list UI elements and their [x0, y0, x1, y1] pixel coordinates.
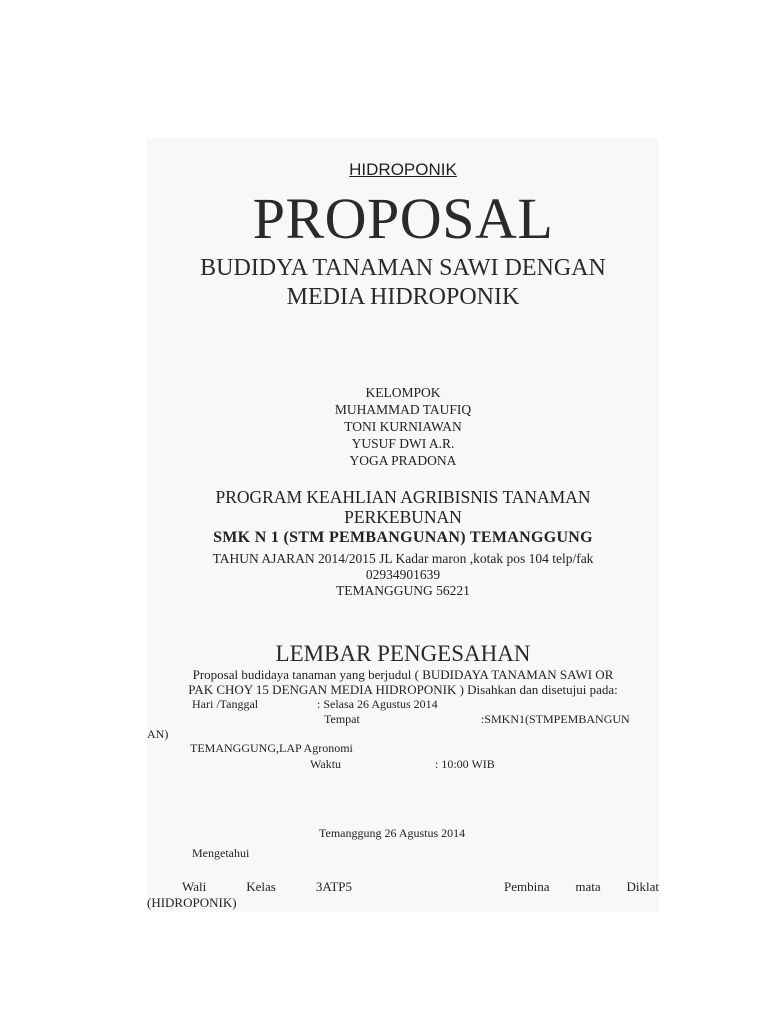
- advisor-word: mata: [575, 879, 601, 894]
- subtitle-line-2: MEDIA HIDROPONIK: [286, 284, 520, 310]
- place-value: :SMKN1(STMPEMBANGUN: [481, 712, 630, 726]
- approval-title: LEMBAR PENGESAHAN: [275, 641, 531, 666]
- advisor-label: [504, 879, 659, 895]
- advisor-word: Pembina: [504, 879, 550, 894]
- homeroom-teacher-label: [182, 879, 352, 895]
- place-value-continued: AN): [147, 727, 169, 741]
- intro-line-2: PAK CHOY 15 DENGAN MEDIA HIDROPONIK ) Disahkan dan disetujui pada:: [188, 682, 618, 697]
- proposal-title: PROPOSAL: [252, 186, 554, 251]
- date-label: Hari /Tanggal: [192, 697, 259, 711]
- subject-heading: HIDROPONIK: [349, 160, 457, 179]
- address-line-3: TEMANGGUNG 56221: [336, 583, 470, 598]
- member-name: YUSUF DWI A.R.: [351, 436, 455, 451]
- approval-intro: [147, 667, 659, 697]
- program-line-2: PERKEBUNAN: [344, 507, 462, 527]
- document-page: [147, 138, 659, 912]
- group-members: [147, 384, 659, 469]
- acknowledged-label: Mengetahui: [192, 846, 250, 860]
- address-line-2: 02934901639: [365, 567, 441, 582]
- school-name: SMK N 1 (STM PEMBANGUNAN) TEMANGGUNG: [213, 529, 593, 546]
- member-name: TONI KURNIAWAN: [344, 419, 462, 434]
- group-label: KELOMPOK: [365, 385, 441, 400]
- program-line-1: PROGRAM KEAHLIAN AGRIBISNIS TANAMAN: [215, 487, 591, 507]
- time-value: : 10:00 WIB: [435, 757, 495, 771]
- advisor-subject: (HIDROPONIK): [147, 895, 237, 910]
- study-program: [147, 487, 659, 527]
- member-name: YOGA PRADONA: [349, 453, 457, 468]
- school-address: [147, 551, 659, 599]
- member-name: MUHAMMAD TAUFIQ: [334, 402, 472, 417]
- homeroom-class: 3ATP5: [315, 879, 352, 894]
- place-value-location: TEMANGGUNG,LAP Agronomi: [190, 741, 353, 755]
- intro-line-1: Proposal budidaya tanaman yang berjudul ( BUDIDAYA TANAMAN SAWI OR: [192, 667, 614, 682]
- homeroom-word: Kelas: [246, 879, 276, 894]
- date-value: : Selasa 26 Agustus 2014: [317, 697, 438, 711]
- advisor-word: Diklat: [626, 879, 659, 894]
- address-line-1: TAHUN AJARAN 2014/2015 JL Kadar maron ,kotak pos 104 telp/fak: [212, 551, 594, 566]
- proposal-subtitle: [147, 254, 659, 312]
- signing-place-date: Temanggung 26 Agustus 2014: [319, 826, 466, 840]
- homeroom-word: Wali: [182, 879, 207, 894]
- subtitle-line-1: BUDIDYA TANAMAN SAWI DENGAN: [200, 255, 606, 281]
- place-label: Tempat: [324, 712, 360, 726]
- time-label: Waktu: [310, 757, 342, 771]
